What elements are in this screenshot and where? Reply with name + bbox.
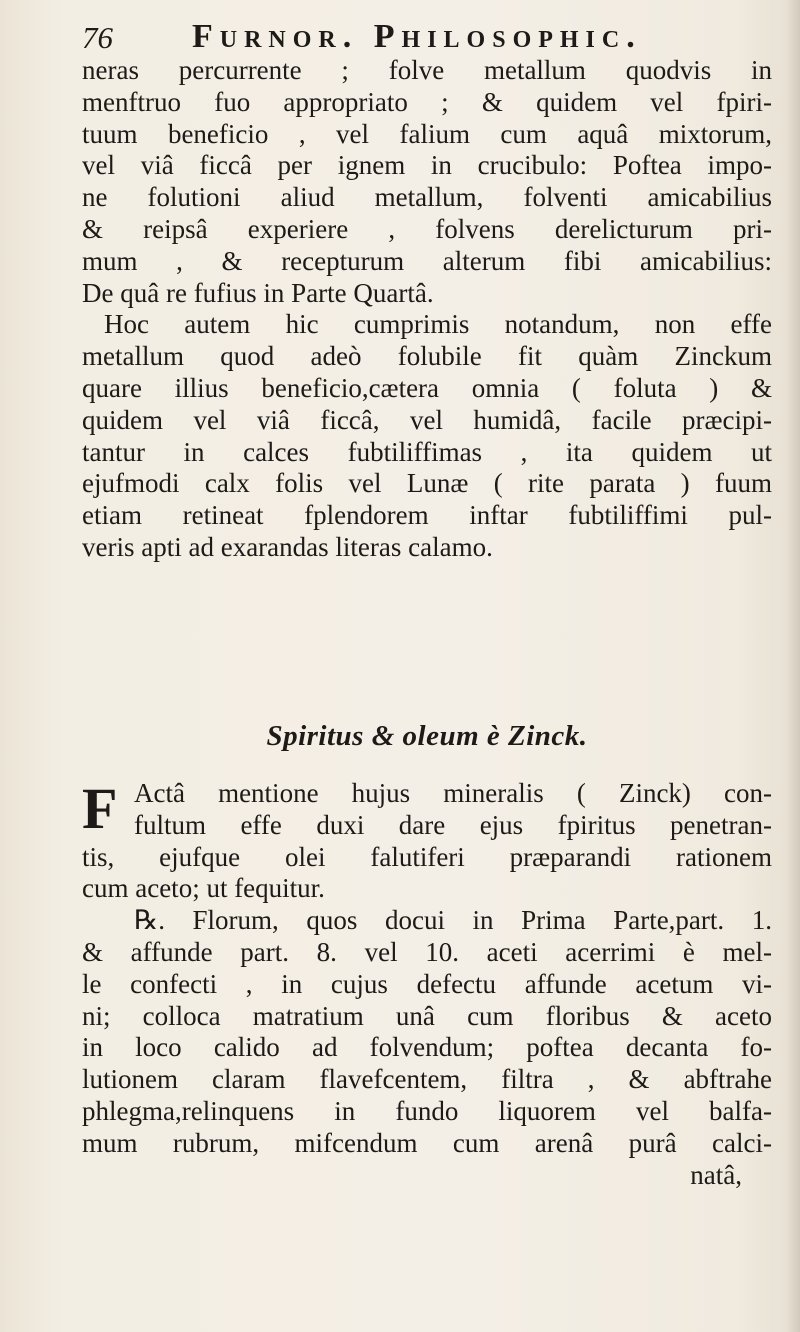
running-head — [82, 20, 762, 60]
section-text — [82, 778, 772, 1191]
text-line: Actâ mentione hujus mineralis ( Zinck) con- — [134, 778, 772, 808]
text-line: le confecti , in cujus defectu affunde acetum vi- — [82, 968, 772, 999]
text-line: ejufmodi calx folis vel Lunæ ( rite parata ) fuum — [82, 468, 772, 499]
text-line: cum aceto; ut fequitur. — [82, 873, 325, 904]
text-line: quare illius beneficio,cætera omnia ( foluta ) & — [82, 372, 772, 403]
text-line: mum , & recepturum alterum fibi amicabilius: — [82, 245, 772, 276]
text-line: ni; colloca matratium unâ cum floribus & aceto — [82, 1000, 772, 1031]
text-line: De quâ re fufius in Parte Quartâ. — [82, 277, 434, 308]
text-line: in loco calido ad folvendum; poftea decanta fo- — [82, 1032, 772, 1063]
drop-cap: F — [82, 776, 118, 841]
text-line: menftruo fuo appropriato ; & quidem vel fpiri- — [82, 86, 772, 117]
main-text — [82, 55, 772, 564]
text-line: tuum beneficio , vel falium cum aquâ mixtorum, — [82, 118, 772, 149]
text-line: Hoc autem hic cumprimis notandum, non effe — [104, 309, 772, 340]
text-line: fultum effe duxi dare ejus fpiritus penetran- — [134, 809, 772, 840]
text-line: neras percurrente ; folve metallum quodvis in — [82, 55, 772, 85]
text-line: mum rubrum, mifcendum cum arenâ purâ calci- — [82, 1127, 772, 1158]
text-line: & reipsâ experiere , folvens derelicturum pri- — [82, 213, 772, 244]
text-line: ne folutioni aliud metallum, folventi amicabilius — [82, 182, 772, 213]
page-number: 76 — [82, 20, 113, 55]
text-line: tis, ejufque olei falutiferi præparandi rationem — [82, 841, 772, 872]
text-line: quidem vel viâ ficcâ, vel humidâ, facile præcipi- — [82, 404, 772, 435]
catchword: natâ, — [690, 1159, 742, 1190]
text-line: ℞. Florum, quos docui in Prima Parte,part. 1. — [134, 905, 772, 936]
text-line: veris apti ad exarandas literas calamo. — [82, 531, 493, 562]
text-line: metallum quod adeò folubile fit quàm Zinckum — [82, 341, 772, 372]
text-line: vel viâ ficcâ per ignem in crucibulo: Poftea impo- — [82, 150, 772, 181]
text-line: etiam retineat fplendorem inftar fubtiliffimi pul- — [82, 500, 772, 531]
page-edge-shadow — [786, 0, 800, 1332]
running-title: Furnor. Philosophic. — [192, 18, 642, 55]
section-heading: Spiritus & oleum è Zinck. — [266, 720, 588, 752]
text-line: lutionem claram flavefcentem, filtra , & abftrahe — [82, 1064, 772, 1095]
text-line: & affunde part. 8. vel 10. aceti acerrimi è mel- — [82, 936, 772, 967]
text-line: tantur in calces fubtiliffimas , ita quidem ut — [82, 436, 772, 467]
text-line: phlegma,relinquens in fundo liquorem vel balfa- — [82, 1095, 772, 1126]
